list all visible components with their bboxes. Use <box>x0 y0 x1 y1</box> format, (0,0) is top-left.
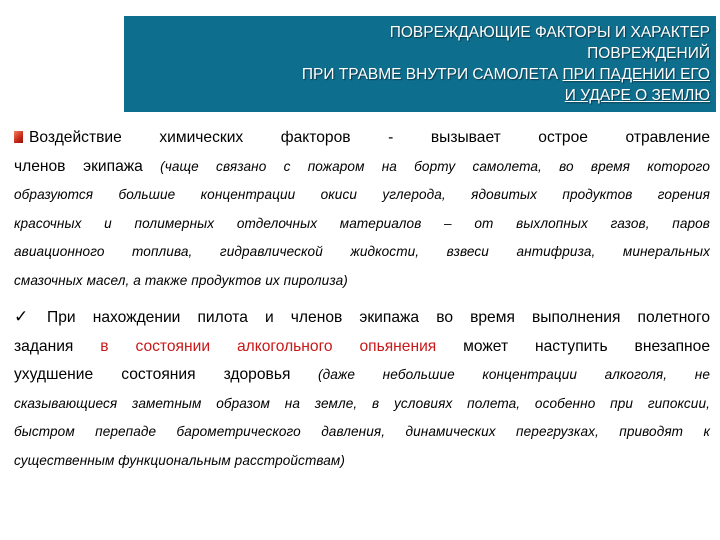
content-area <box>14 124 710 475</box>
p1-line-3: образуются большие концентрации окиси углерода, ядовитых продуктов горения <box>14 187 710 202</box>
p2-line2-a: задания <box>14 337 101 355</box>
paragraph-alcohol <box>14 303 710 475</box>
p1-line-5: авиационного топлива, гидравлической жидкости, взвеси антифриза, минеральных <box>14 244 710 259</box>
title-line-4 <box>130 85 710 106</box>
p1-line-2 <box>14 153 710 182</box>
title-line-2: ПОВРЕЖДЕНИЙ <box>587 45 710 62</box>
slide-title <box>124 16 716 112</box>
title-line-4-underlined: И УДАРЕ О ЗЕМЛЮ <box>564 87 710 104</box>
p2-line-4: сказывающиеся заметным образом на земле, в условиях полета, особенно при гипоксии, <box>14 395 710 411</box>
p2-line3-bold: ухудшение состояния здоровья <box>14 366 291 383</box>
title-line-1: ПОВРЕЖДАЮЩИЕ ФАКТОРЫ И ХАРАКТЕР <box>389 24 710 41</box>
p1-line-1 <box>14 124 710 153</box>
checkmark-icon: ✓ <box>14 307 42 326</box>
p1-line-6: смазочных масел, а также продуктов их пиролиза) <box>14 272 348 288</box>
p2-line-1 <box>14 303 710 333</box>
p2-line1-text: При нахождении пилота и членов экипажа во время выполнения полетного <box>47 309 710 326</box>
p2-line3-italic: (даже небольшие концентрации алкоголя, не <box>290 367 710 382</box>
title-line-3 <box>130 64 710 85</box>
p2-line-5: быстром перепаде барометрического давления, динамических перегрузках, приводят к <box>14 424 710 439</box>
p2-line2-red: в состоянии алкогольного опьянения <box>100 337 437 355</box>
p2-line-3 <box>14 361 710 390</box>
p1-lead: Воздействие химических факторов <box>29 129 351 146</box>
title-line-3-underlined: ПРИ ПАДЕНИИ ЕГО <box>562 66 710 83</box>
p1-line2-italic: (чаще связано с пожаром на борту самолета, во время которого <box>142 158 710 174</box>
p1-lead-rest: - вызывает острое отравление <box>350 129 710 146</box>
p2-line2-b: может наступить внезапное <box>436 337 710 355</box>
p2-line-2 <box>14 333 710 362</box>
title-line-3-plain: ПРИ ТРАВМЕ ВНУТРИ САМОЛЕТА <box>301 66 563 83</box>
p1-line-4: красочных и полимерных отделочных материалов – от выхлопных газов, паров <box>14 215 710 231</box>
p1-line2-bold: членов экипажа <box>14 157 143 175</box>
square-bullet-icon <box>14 131 23 143</box>
p2-line-6: существенным функциональным расстройствам) <box>14 452 345 468</box>
paragraph-chemical <box>14 124 710 295</box>
